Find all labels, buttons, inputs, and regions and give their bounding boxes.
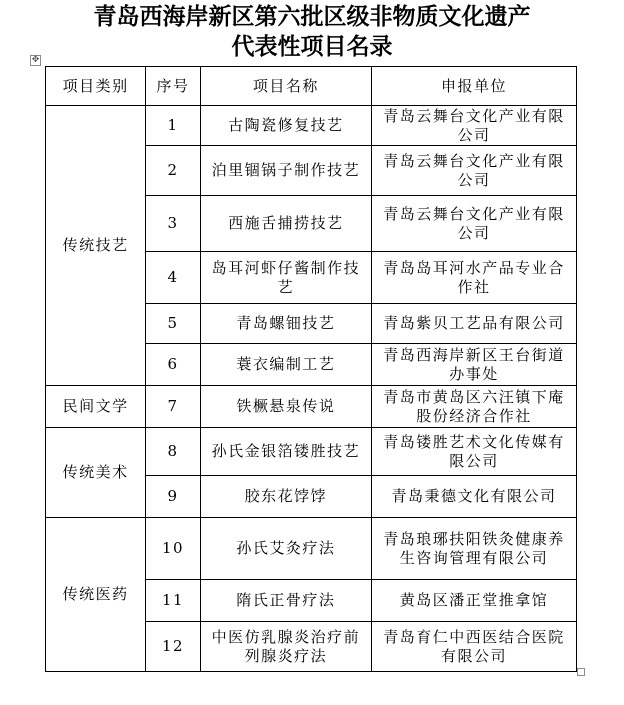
category-cell: 传统医药: [46, 518, 146, 672]
project-name: 岛耳河虾仔酱制作技艺: [200, 252, 371, 304]
row-number: 4: [146, 252, 200, 304]
reporting-unit: 青岛琅琊扶阳铁灸健康养生咨询管理有限公司: [372, 518, 577, 580]
header-number: 序号: [146, 67, 200, 106]
project-name: 西施舌捕捞技艺: [200, 196, 371, 252]
reporting-unit: 青岛云舞台文化产业有限公司: [372, 146, 577, 196]
row-number: 2: [146, 146, 200, 196]
row-number: 12: [146, 622, 200, 672]
heritage-list-table: [45, 66, 577, 672]
row-number: 1: [146, 106, 200, 146]
reporting-unit: 青岛紫贝工艺品有限公司: [372, 304, 577, 344]
table-row: [46, 518, 577, 580]
category-cell: 民间文学: [46, 386, 146, 428]
reporting-unit: 黄岛区潘正堂推拿馆: [372, 580, 577, 622]
table-row: [46, 106, 577, 146]
table-move-handle-icon[interactable]: ✥: [31, 55, 40, 65]
reporting-unit: 青岛育仁中西医结合医院有限公司: [372, 622, 577, 672]
header-category: 项目类别: [46, 67, 146, 106]
row-number: 7: [146, 386, 200, 428]
project-name: 孙氏艾灸疗法: [200, 518, 371, 580]
reporting-unit: 青岛云舞台文化产业有限公司: [372, 106, 577, 146]
project-name: 青岛螺钿技艺: [200, 304, 371, 344]
project-name: 蓑衣编制工艺: [200, 344, 371, 386]
reporting-unit: 青岛西海岸新区王台街道办事处: [372, 344, 577, 386]
header-unit: 申报单位: [372, 67, 577, 106]
header-name: 项目名称: [200, 67, 371, 106]
reporting-unit: 青岛市黄岛区六汪镇下庵股份经济合作社: [372, 386, 577, 428]
row-number: 5: [146, 304, 200, 344]
page-title: [0, 2, 624, 62]
project-name: 孙氏金银箔镂胜技艺: [200, 428, 371, 476]
project-name: 胶东花饽饽: [200, 476, 371, 518]
row-number: 11: [146, 580, 200, 622]
project-name: 中医仿乳腺炎治疗前列腺炎疗法: [200, 622, 371, 672]
category-cell: 传统美术: [46, 428, 146, 518]
row-number: 9: [146, 476, 200, 518]
reporting-unit: 青岛秉德文化有限公司: [372, 476, 577, 518]
reporting-unit: 青岛镂胜艺术文化传媒有限公司: [372, 428, 577, 476]
title-line-2: 代表性项目名录: [231, 33, 393, 60]
title-line-1: 青岛西海岸新区第六批区级非物质文化遗产: [93, 3, 531, 30]
row-number: 8: [146, 428, 200, 476]
reporting-unit: 青岛岛耳河水产品专业合作社: [372, 252, 577, 304]
table-resize-handle[interactable]: [577, 668, 585, 676]
project-name: 铁橛悬泉传说: [200, 386, 371, 428]
row-number: 6: [146, 344, 200, 386]
table-row: [46, 428, 577, 476]
project-name: 泊里锢锅子制作技艺: [200, 146, 371, 196]
project-name: 隋氏正骨疗法: [200, 580, 371, 622]
table-header-row: [46, 67, 577, 106]
row-number: 10: [146, 518, 200, 580]
row-number: 3: [146, 196, 200, 252]
category-cell: 传统技艺: [46, 106, 146, 386]
table-row: [46, 386, 577, 428]
project-name: 古陶瓷修复技艺: [200, 106, 371, 146]
reporting-unit: 青岛云舞台文化产业有限公司: [372, 196, 577, 252]
